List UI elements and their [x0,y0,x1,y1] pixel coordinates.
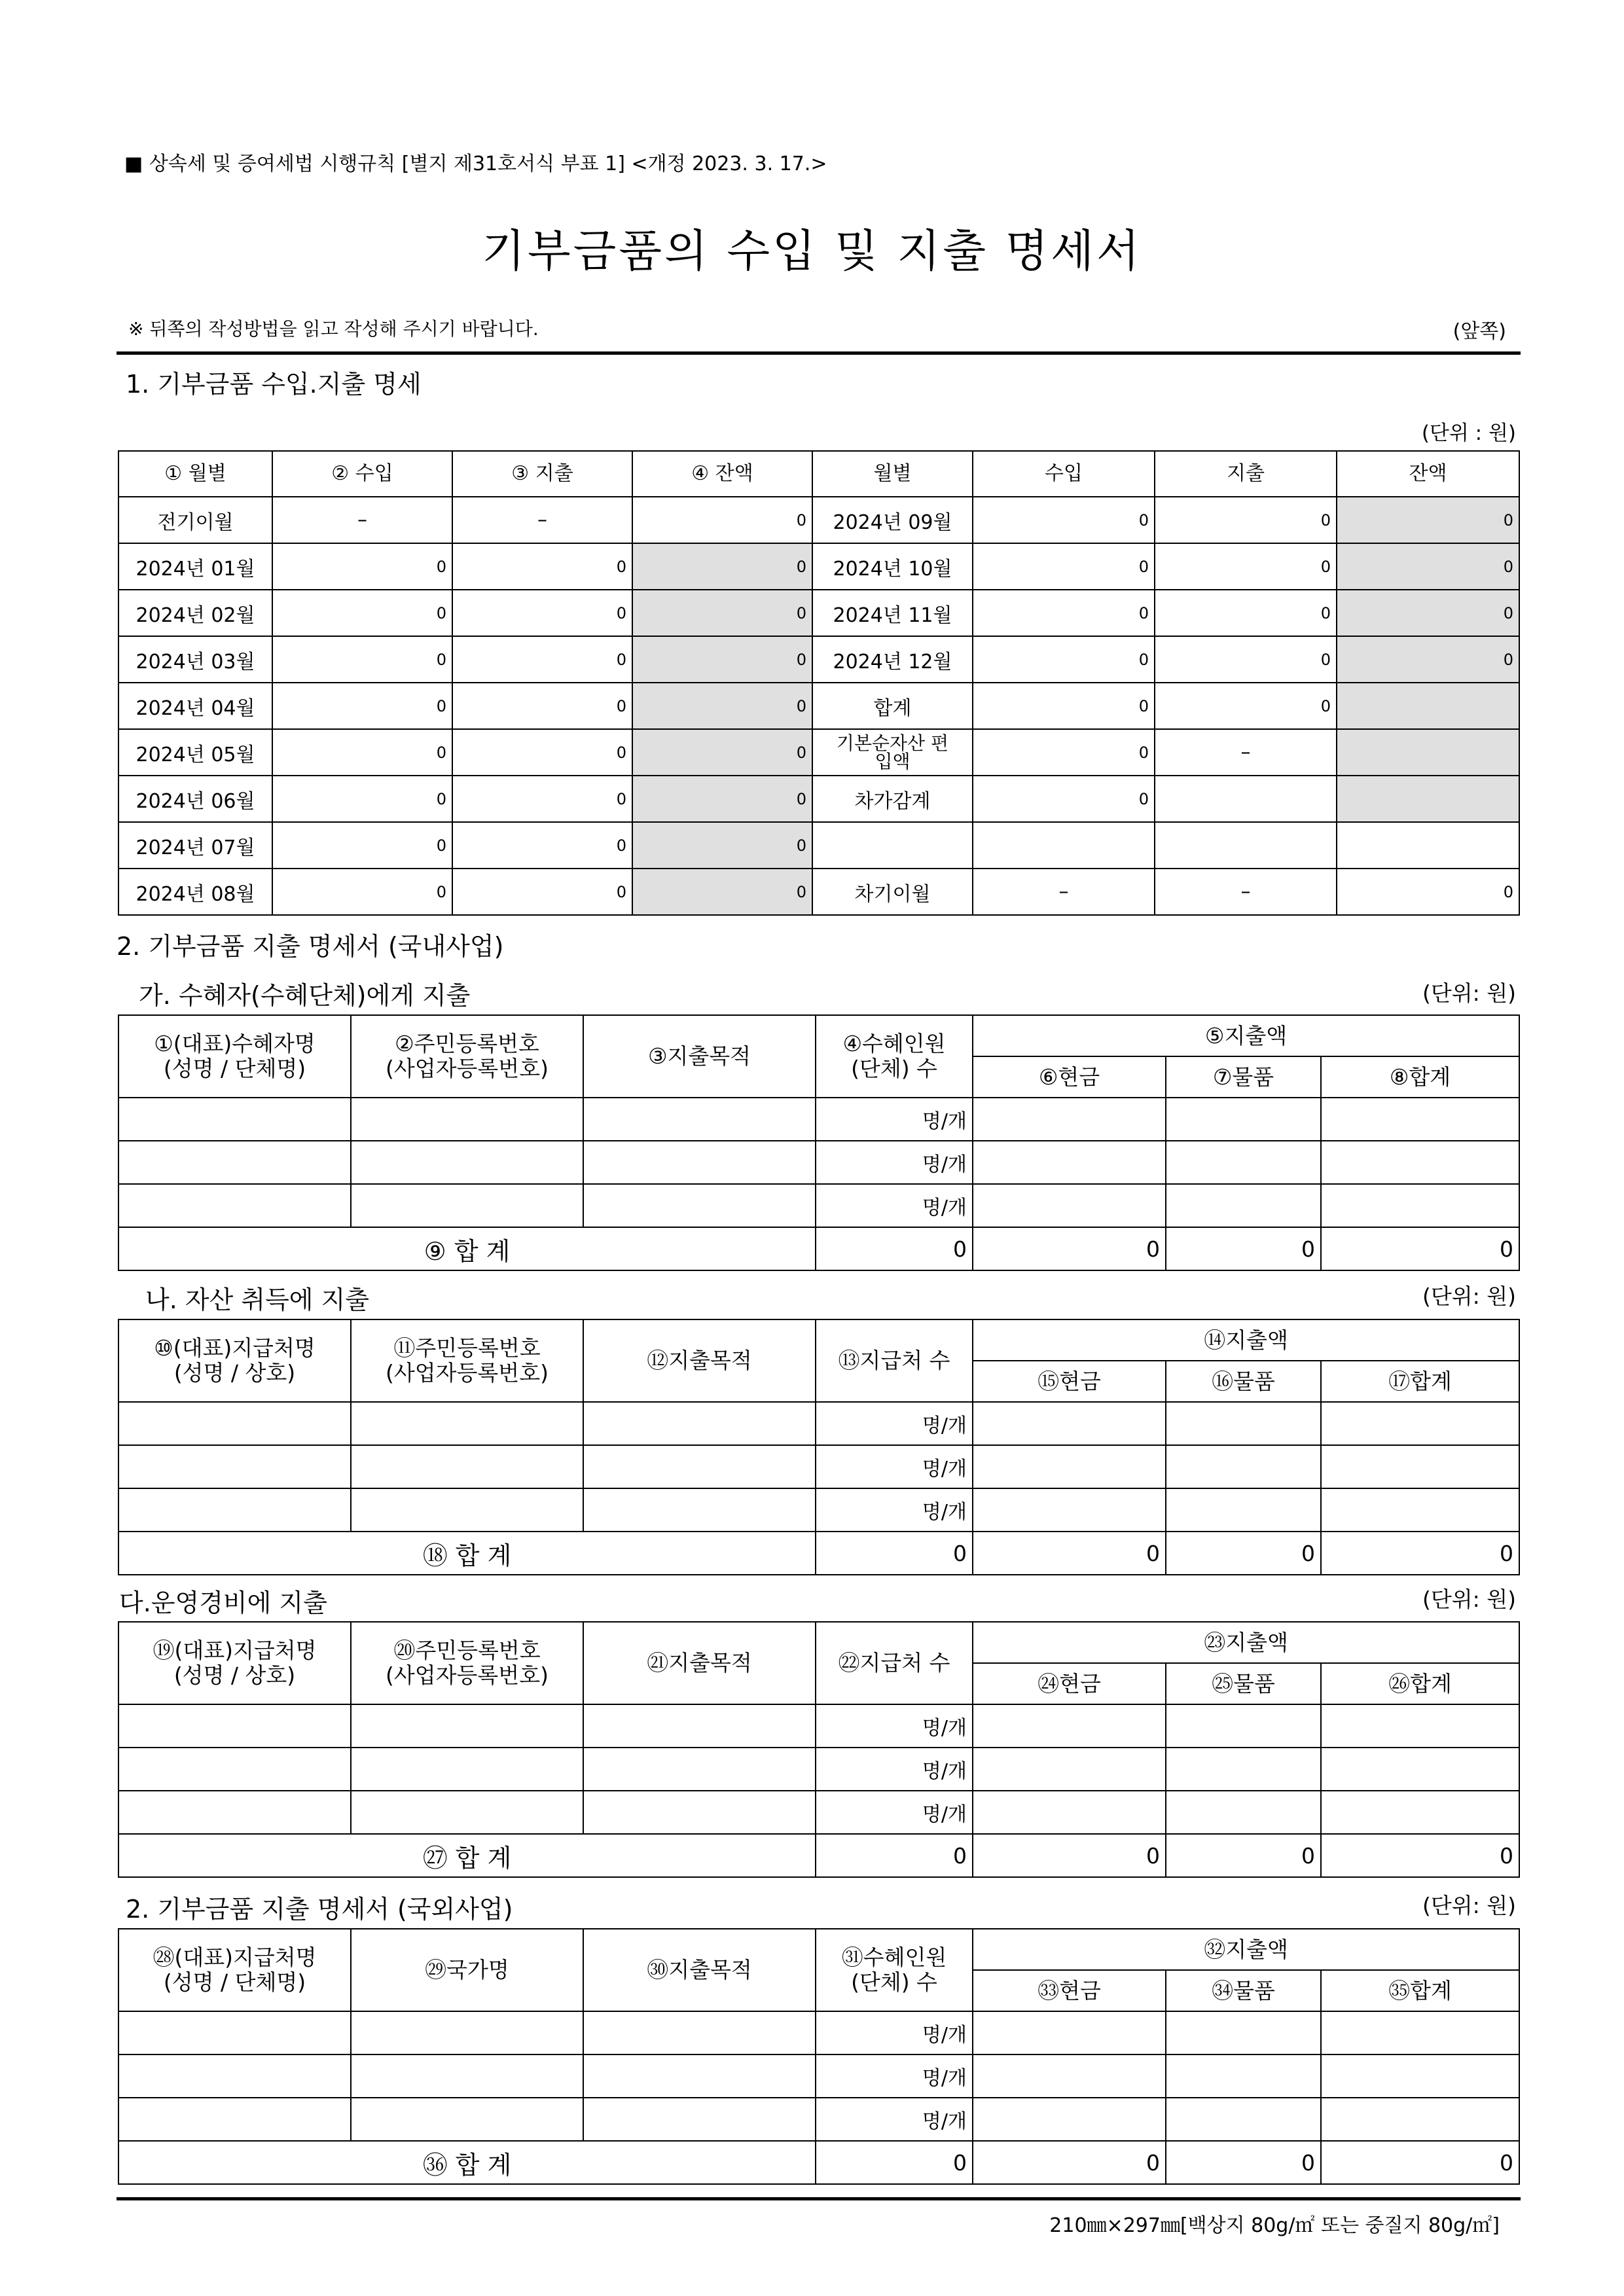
purpose-input-cell[interactable] [583,2054,816,2098]
header-purpose: ③지출목적 [583,1015,816,1098]
name-input-cell[interactable] [118,2011,351,2054]
cash-input-cell[interactable] [973,1445,1166,1488]
total-label-cell: 합계 [812,683,973,729]
header-goods: ㉞물품 [1166,1970,1321,2011]
registration-input-cell[interactable] [351,1791,583,1834]
table-row [118,1184,1519,1227]
purpose-input-cell[interactable] [583,1141,816,1184]
balance-cell: 0 [632,636,812,683]
empty-cell [1155,822,1337,869]
income-cell[interactable]: – [272,497,452,543]
total-row [118,1834,1519,1877]
total-cash: 0 [973,2141,1166,2184]
total-input-cell[interactable] [1321,1445,1519,1488]
section1-unit: (단위 : 원) [1421,422,1516,445]
income-cell[interactable]: 0 [973,636,1155,683]
header-purpose: ㉚지출목적 [583,1929,816,2011]
name-input-cell[interactable] [118,2054,351,2098]
name-input-cell[interactable] [118,1141,351,1184]
table-row [118,1141,1519,1184]
expense-cell [1155,776,1337,822]
month-cell: 2024년 04월 [118,683,272,729]
table-row [118,497,1519,543]
table-row [118,683,1519,729]
table-row [118,1748,1519,1791]
goods-input-cell[interactable] [1166,2098,1321,2141]
header-goods: ㉕물품 [1166,1663,1321,1704]
balance-cell: 0 [1337,497,1519,543]
table-row [118,776,1519,822]
balance-cell: 0 [632,683,812,729]
header-recipient-name: ①(대표)수혜자명 (성명 / 단체명) [118,1015,351,1098]
count-unit-cell[interactable]: 명/개 [816,1402,973,1445]
expense-cell[interactable]: 0 [452,683,632,729]
cash-input-cell[interactable] [973,1402,1166,1445]
header-expense-amount: ⑭지출액 [973,1319,1519,1361]
footer-divider [117,2197,1521,2200]
table-row [118,636,1519,683]
header-recipient-count: ④수혜인원 (단체) 수 [816,1015,973,1098]
cash-input-cell[interactable] [973,1704,1166,1748]
purpose-input-cell[interactable] [583,1748,816,1791]
income-cell[interactable]: 0 [272,869,452,915]
header-country-name: ㉙국가명 [351,1929,583,2011]
count-unit-cell[interactable]: 명/개 [816,2054,973,2098]
total-input-cell[interactable] [1321,2011,1519,2054]
month-cell: 2024년 12월 [812,636,973,683]
purpose-input-cell[interactable] [583,1445,816,1488]
cash-input-cell[interactable] [973,2098,1166,2141]
header-cash: ㉝현금 [973,1970,1166,2011]
name-input-cell[interactable] [118,1098,351,1141]
header-payee-count: ㉒지급처 수 [816,1622,973,1704]
expense-cell: – [1155,729,1337,776]
income-cell[interactable]: 0 [272,683,452,729]
income-cell[interactable]: 0 [272,822,452,869]
header-payee-name: ⑩(대표)지급처명 (성명 / 상호) [118,1319,351,1402]
country-input-cell[interactable] [351,2098,583,2141]
balance-cell: 0 [632,822,812,869]
goods-input-cell[interactable] [1166,1141,1321,1184]
country-input-cell[interactable] [351,2011,583,2054]
name-input-cell[interactable] [118,2098,351,2141]
table-row [118,729,1519,776]
total-sum: 0 [1321,1227,1519,1270]
total-count: 0 [816,2141,973,2184]
balance-cell: 0 [1337,869,1519,915]
registration-input-cell[interactable] [351,1141,583,1184]
table-row [118,822,1519,869]
registration-input-cell[interactable] [351,1704,583,1748]
table-row [118,1488,1519,1532]
income-cell[interactable]: 0 [272,776,452,822]
paper-size-note: 210㎜×297㎜[백상지 80g/㎡ 또는 중질지 80g/㎡] [1049,2214,1500,2237]
purpose-input-cell[interactable] [583,1402,816,1445]
income-expense-header-row [118,451,1519,497]
base-net-asset-label: 기본순자산 편입액 [812,729,973,776]
subsection-na-title: 나. 자산 취득에 지출 [145,1285,369,1314]
month-cell: 2024년 06월 [118,776,272,822]
goods-input-cell[interactable] [1166,1402,1321,1445]
count-unit-cell[interactable]: 명/개 [816,1098,973,1141]
header-expense-amount: ⑤지출액 [973,1015,1519,1056]
total-cash: 0 [973,1227,1166,1270]
registration-input-cell[interactable] [351,1748,583,1791]
expense-cell[interactable]: 0 [1155,497,1337,543]
purpose-input-cell[interactable] [583,1184,816,1227]
income-cell[interactable]: 0 [272,543,452,590]
section3-title: 2. 기부금품 지출 명세서 (국외사업) [126,1895,513,1924]
table-row [118,1402,1519,1445]
balance-cell: 0 [632,590,812,636]
carry-forward-label: 차기이월 [812,869,973,915]
total-input-cell[interactable] [1321,1791,1519,1834]
expense-cell[interactable]: 0 [1155,543,1337,590]
total-input-cell[interactable] [1321,1488,1519,1532]
page-side-label: (앞쪽) [1453,320,1506,343]
count-unit-cell[interactable]: 명/개 [816,1488,973,1532]
total-label: ㊱ 합 계 [118,2141,816,2184]
income-cell[interactable]: 0 [973,590,1155,636]
total-count: 0 [816,1834,973,1877]
section1-title: 1. 기부금품 수입.지출 명세 [126,370,422,399]
instruction-note: ※ 뒤쪽의 작성방법을 읽고 작성해 주시기 바랍니다. [128,318,539,340]
header-payee-count: ⑬지급처 수 [816,1319,973,1402]
balance-cell: 0 [1337,636,1519,683]
month-cell: 2024년 02월 [118,590,272,636]
header-total: ㉟합계 [1321,1970,1519,2011]
total-row [118,2141,1519,2184]
cash-input-cell[interactable] [973,2011,1166,2054]
table-row [118,1791,1519,1834]
total-sum: 0 [1321,2141,1519,2184]
goods-input-cell[interactable] [1166,2054,1321,2098]
expense-cell[interactable]: 0 [452,543,632,590]
count-unit-cell[interactable]: 명/개 [816,1445,973,1488]
cash-input-cell[interactable] [973,1748,1166,1791]
table-row [118,590,1519,636]
total-input-cell[interactable] [1321,1098,1519,1141]
goods-input-cell[interactable] [1166,1445,1321,1488]
balance-cell: 0 [1337,590,1519,636]
balance-cell [1337,729,1519,776]
header-registration-number: ⑳주민등록번호 (사업자등록번호) [351,1622,583,1704]
header-expense-amount: ㉜지출액 [973,1929,1519,1970]
count-unit-cell[interactable]: 명/개 [816,1704,973,1748]
total-input-cell[interactable] [1321,1704,1519,1748]
purpose-input-cell[interactable] [583,1488,816,1532]
goods-input-cell[interactable] [1166,1098,1321,1141]
total-cash: 0 [973,1834,1166,1877]
income-cell[interactable]: 0 [272,590,452,636]
income-cell[interactable]: 0 [973,543,1155,590]
header-purpose: ⑫지출목적 [583,1319,816,1402]
balance-cell [1337,776,1519,822]
header-cash: ⑮현금 [973,1361,1166,1402]
month-cell: 2024년 01월 [118,543,272,590]
purpose-input-cell[interactable] [583,2011,816,2054]
count-unit-cell[interactable]: 명/개 [816,1791,973,1834]
section2-title: 2. 기부금품 지출 명세서 (국내사업) [117,932,504,961]
col-expense: ③ 지출 [452,451,632,497]
header-registration-number: ⑪주민등록번호 (사업자등록번호) [351,1319,583,1402]
cash-input-cell[interactable] [973,1488,1166,1532]
header-goods: ⑯물품 [1166,1361,1321,1402]
country-input-cell[interactable] [351,2054,583,2098]
net-total-label: 차가감계 [812,776,973,822]
total-input-cell[interactable] [1321,1184,1519,1227]
table-row [118,543,1519,590]
goods-input-cell[interactable] [1166,1488,1321,1532]
month-cell: 2024년 05월 [118,729,272,776]
expense-cell[interactable]: 0 [452,776,632,822]
cash-input-cell[interactable] [973,1791,1166,1834]
col-income-right: 수입 [973,451,1155,497]
header-total: ⑧합계 [1321,1056,1519,1098]
month-cell: 2024년 10월 [812,543,973,590]
registration-input-cell[interactable] [351,1445,583,1488]
empty-cell [812,822,973,869]
cash-input-cell[interactable] [973,2054,1166,2098]
count-unit-cell[interactable]: 명/개 [816,1184,973,1227]
col-month: ① 월별 [118,451,272,497]
month-cell: 2024년 09월 [812,497,973,543]
registration-input-cell[interactable] [351,1402,583,1445]
name-input-cell[interactable] [118,1704,351,1748]
header-registration-number: ②주민등록번호 (사업자등록번호) [351,1015,583,1098]
income-total-cell: 0 [973,683,1155,729]
expense-cell: – [1155,869,1337,915]
empty-cell [1337,822,1519,869]
goods-input-cell[interactable] [1166,2011,1321,2054]
header-payee-name: ㉘(대표)지급처명 (성명 / 단체명) [118,1929,351,2011]
total-input-cell[interactable] [1321,2098,1519,2141]
name-input-cell[interactable] [118,1791,351,1834]
table-row [118,1445,1519,1488]
col-balance-right: 잔액 [1337,451,1519,497]
income-cell: – [973,869,1155,915]
count-unit-cell[interactable]: 명/개 [816,2098,973,2141]
expense-cell[interactable]: 0 [452,729,632,776]
registration-input-cell[interactable] [351,1184,583,1227]
header-payee-name: ⑲(대표)지급처명 (성명 / 상호) [118,1622,351,1704]
total-goods: 0 [1166,2141,1321,2184]
total-count: 0 [816,1227,973,1270]
subsection-na-unit: (단위: 원) [1422,1283,1516,1309]
total-label: ㉗ 합 계 [118,1834,816,1877]
cash-input-cell[interactable] [973,1098,1166,1141]
page-title: 기부금품의 수입 및 지출 명세서 [482,226,1142,278]
table-row [118,1704,1519,1748]
count-unit-cell[interactable]: 명/개 [816,2011,973,2054]
month-cell: 2024년 07월 [118,822,272,869]
table-row [118,2011,1519,2054]
total-label: ⑨ 합 계 [118,1227,816,1270]
subsection-da-title: 다.운영경비에 지출 [119,1588,327,1617]
count-unit-cell[interactable]: 명/개 [816,1748,973,1791]
empty-cell [973,822,1155,869]
purpose-input-cell[interactable] [583,2098,816,2141]
month-cell: 전기이월 [118,497,272,543]
header-goods: ⑦물품 [1166,1056,1321,1098]
header-total: ⑰합계 [1321,1361,1519,1402]
balance-cell: 0 [632,729,812,776]
section3-unit: (단위: 원) [1422,1893,1516,1918]
asset-expense-table [118,1319,1520,1575]
goods-input-cell[interactable] [1166,1704,1321,1748]
cash-input-cell[interactable] [973,1141,1166,1184]
table-row [118,1098,1519,1141]
header-total: ㉖합계 [1321,1663,1519,1704]
total-cash: 0 [973,1532,1166,1575]
total-goods: 0 [1166,1532,1321,1575]
balance-cell: 0 [632,497,812,543]
income-cell[interactable]: 0 [973,729,1155,776]
total-input-cell[interactable] [1321,1141,1519,1184]
recipient-expense-table [118,1014,1520,1271]
col-expense-right: 지출 [1155,451,1337,497]
income-cell: 0 [973,776,1155,822]
total-goods: 0 [1166,1834,1321,1877]
col-balance: ④ 잔액 [632,451,812,497]
purpose-input-cell[interactable] [583,1098,816,1141]
expense-total-cell: 0 [1155,683,1337,729]
balance-cell [1337,683,1519,729]
balance-cell: 0 [632,776,812,822]
name-input-cell[interactable] [118,1488,351,1532]
goods-input-cell[interactable] [1166,1791,1321,1834]
name-input-cell[interactable] [118,1184,351,1227]
income-expense-table [118,450,1520,916]
total-input-cell[interactable] [1321,1748,1519,1791]
header-cash: ㉔현금 [973,1663,1166,1704]
month-cell: 2024년 08월 [118,869,272,915]
total-sum: 0 [1321,1834,1519,1877]
month-cell: 2024년 03월 [118,636,272,683]
total-row [118,1227,1519,1270]
expense-cell[interactable]: 0 [1155,590,1337,636]
operating-expense-table [118,1621,1520,1878]
purpose-input-cell[interactable] [583,1704,816,1748]
total-goods: 0 [1166,1227,1321,1270]
expense-cell[interactable]: 0 [452,590,632,636]
balance-cell: 0 [1337,543,1519,590]
total-input-cell[interactable] [1321,2054,1519,2098]
income-cell[interactable]: 0 [272,636,452,683]
header-purpose: ㉑지출목적 [583,1622,816,1704]
expense-cell[interactable]: 0 [452,636,632,683]
overseas-expense-table [118,1928,1520,2185]
header-divider [117,351,1521,355]
table-row [118,2054,1519,2098]
form-legal-reference: ■ 상속세 및 증여세법 시행규칙 [별지 제31호서식 부표 1] <개정 2023. 3. 17.> [124,152,827,175]
col-income: ② 수입 [272,451,452,497]
table-row [118,869,1519,915]
income-cell[interactable]: 0 [973,497,1155,543]
header-expense-amount: ㉓지출액 [973,1622,1519,1663]
total-sum: 0 [1321,1532,1519,1575]
registration-input-cell[interactable] [351,1098,583,1141]
balance-cell: 0 [632,543,812,590]
expense-cell[interactable]: – [452,497,632,543]
purpose-input-cell[interactable] [583,1791,816,1834]
goods-input-cell[interactable] [1166,1748,1321,1791]
month-cell: 2024년 11월 [812,590,973,636]
count-unit-cell[interactable]: 명/개 [816,1141,973,1184]
balance-cell: 0 [632,869,812,915]
name-input-cell[interactable] [118,1402,351,1445]
table-row [118,2098,1519,2141]
total-row [118,1532,1519,1575]
goods-input-cell[interactable] [1166,1184,1321,1227]
total-count: 0 [816,1532,973,1575]
subsection-da-unit: (단위: 원) [1422,1587,1516,1612]
cash-input-cell[interactable] [973,1184,1166,1227]
subsection-ga-title: 가. 수혜자(수혜단체)에게 지출 [139,981,471,1010]
registration-input-cell[interactable] [351,1488,583,1532]
header-recipient-count: ㉛수혜인원 (단체) 수 [816,1929,973,2011]
name-input-cell[interactable] [118,1445,351,1488]
total-label: ⑱ 합 계 [118,1532,816,1575]
col-month-right: 월별 [812,451,973,497]
subsection-ga-unit: (단위: 원) [1422,980,1516,1006]
name-input-cell[interactable] [118,1748,351,1791]
expense-cell[interactable]: 0 [1155,636,1337,683]
header-cash: ⑥현금 [973,1056,1166,1098]
income-cell[interactable]: 0 [272,729,452,776]
expense-cell[interactable]: 0 [452,822,632,869]
expense-cell[interactable]: 0 [452,869,632,915]
total-input-cell[interactable] [1321,1402,1519,1445]
